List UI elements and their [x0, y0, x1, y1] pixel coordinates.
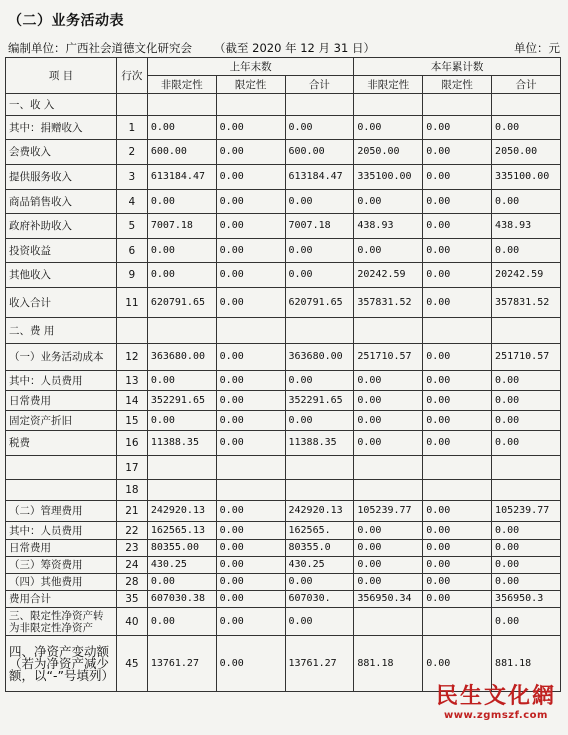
table-row	[6, 501, 561, 522]
header-line-no: 行次	[116, 58, 147, 94]
row-value-cell: 0.00	[423, 636, 492, 692]
row-value-cell	[216, 94, 285, 116]
row-line-no: 5	[116, 214, 147, 239]
row-value-cell: 0.00	[354, 391, 423, 411]
row-value-cell: 438.93	[492, 214, 561, 239]
row-value-cell: 0.00	[147, 116, 216, 140]
row-value-cell: 0.00	[216, 591, 285, 608]
row-value-cell	[354, 94, 423, 116]
activity-statement-table	[5, 57, 561, 692]
row-item-label: 投资收益	[6, 239, 117, 263]
row-value-cell	[492, 94, 561, 116]
row-item-label	[6, 456, 117, 480]
row-value-cell: 0.00	[423, 263, 492, 288]
row-value-cell: 2050.00	[354, 140, 423, 165]
header-restricted: 限定性	[216, 76, 285, 94]
table-row	[6, 608, 561, 636]
row-line-no: 22	[116, 522, 147, 540]
row-item-label: 四、净资产变动额（若为净资产减少额，以“-”号填列）	[6, 636, 117, 692]
row-value-cell: 0.00	[423, 371, 492, 391]
row-value-cell: 0.00	[354, 116, 423, 140]
row-value-cell: 0.00	[492, 540, 561, 557]
row-value-cell: 0.00	[423, 540, 492, 557]
table-row	[6, 391, 561, 411]
row-value-cell: 0.00	[354, 239, 423, 263]
row-value-cell: 363680.00	[147, 344, 216, 371]
row-line-no: 21	[116, 501, 147, 522]
row-line-no: 45	[116, 636, 147, 692]
row-value-cell: 11388.35	[147, 431, 216, 456]
watermark-logo	[436, 679, 556, 721]
row-value-cell: 0.00	[285, 263, 354, 288]
row-value-cell: 600.00	[285, 140, 354, 165]
row-item-label: 商品销售收入	[6, 190, 117, 214]
row-value-cell: 0.00	[423, 391, 492, 411]
row-line-no: 9	[116, 263, 147, 288]
row-value-cell: 162565.	[285, 522, 354, 540]
row-line-no: 40	[116, 608, 147, 636]
row-value-cell: 607030.38	[147, 591, 216, 608]
row-value-cell: 335100.00	[354, 165, 423, 190]
row-item-label: 一、收 入	[6, 94, 117, 116]
row-value-cell: 0.00	[423, 591, 492, 608]
row-line-no: 24	[116, 557, 147, 574]
row-value-cell: 13761.27	[147, 636, 216, 692]
row-value-cell: 0.00	[285, 371, 354, 391]
row-item-label: 收入合计	[6, 288, 117, 318]
row-value-cell	[354, 608, 423, 636]
table-row	[6, 116, 561, 140]
row-value-cell	[423, 480, 492, 501]
row-value-cell: 0.00	[423, 239, 492, 263]
row-value-cell	[285, 94, 354, 116]
row-value-cell: 0.00	[216, 522, 285, 540]
table-row	[6, 522, 561, 540]
row-value-cell: 0.00	[147, 371, 216, 391]
row-value-cell: 0.00	[216, 574, 285, 591]
row-value-cell: 105239.77	[492, 501, 561, 522]
row-value-cell: 0.00	[216, 344, 285, 371]
row-value-cell: 0.00	[423, 116, 492, 140]
row-value-cell: 357831.52	[354, 288, 423, 318]
row-value-cell	[354, 456, 423, 480]
row-value-cell: 0.00	[216, 501, 285, 522]
row-value-cell	[216, 480, 285, 501]
row-item-label: 二、费 用	[6, 318, 117, 344]
row-value-cell	[216, 456, 285, 480]
row-line-no: 15	[116, 411, 147, 431]
row-value-cell: 0.00	[423, 411, 492, 431]
row-value-cell: 0.00	[423, 431, 492, 456]
row-item-label: 日常费用	[6, 540, 117, 557]
table-body	[6, 94, 561, 692]
currency-unit: 单位：元	[514, 41, 560, 55]
row-value-cell: 430.25	[147, 557, 216, 574]
row-value-cell: 7007.18	[285, 214, 354, 239]
row-value-cell: 2050.00	[492, 140, 561, 165]
row-value-cell: 162565.13	[147, 522, 216, 540]
row-value-cell: 0.00	[354, 411, 423, 431]
row-line-no	[116, 318, 147, 344]
row-value-cell: 0.00	[285, 116, 354, 140]
table-row	[6, 94, 561, 116]
table-row	[6, 318, 561, 344]
row-value-cell: 335100.00	[492, 165, 561, 190]
row-value-cell	[423, 94, 492, 116]
row-value-cell: 0.00	[354, 371, 423, 391]
row-item-label: 其中：人员费用	[6, 371, 117, 391]
row-value-cell: 352291.65	[285, 391, 354, 411]
row-value-cell: 0.00	[354, 557, 423, 574]
row-value-cell: 0.00	[147, 190, 216, 214]
row-value-cell	[423, 456, 492, 480]
row-item-label: （三）筹资费用	[6, 557, 117, 574]
table-row	[6, 214, 561, 239]
row-value-cell: 0.00	[423, 214, 492, 239]
watermark-text: 民生文化網	[435, 684, 556, 709]
row-value-cell: 0.00	[492, 239, 561, 263]
row-value-cell: 105239.77	[354, 501, 423, 522]
row-value-cell	[147, 318, 216, 344]
row-line-no: 2	[116, 140, 147, 165]
row-value-cell: 0.00	[423, 140, 492, 165]
row-value-cell: 613184.47	[147, 165, 216, 190]
row-value-cell: 438.93	[354, 214, 423, 239]
table-row	[6, 190, 561, 214]
row-value-cell: 0.00	[354, 190, 423, 214]
row-value-cell: 356950.3	[492, 591, 561, 608]
table-row	[6, 165, 561, 190]
row-value-cell: 0.00	[492, 522, 561, 540]
row-item-label: 固定资产折旧	[6, 411, 117, 431]
row-item-label: 其中：捐赠收入	[6, 116, 117, 140]
header-prior-year: 上年末数	[147, 58, 354, 76]
row-value-cell: 363680.00	[285, 344, 354, 371]
row-item-label: 三、限定性净资产转为非限定性净资产	[6, 608, 117, 636]
row-item-label: 费用合计	[6, 591, 117, 608]
row-value-cell: 80355.0	[285, 540, 354, 557]
row-line-no: 1	[116, 116, 147, 140]
row-value-cell: 0.00	[285, 239, 354, 263]
row-value-cell: 0.00	[285, 411, 354, 431]
row-value-cell: 0.00	[216, 557, 285, 574]
header-item: 项 目	[6, 58, 117, 94]
row-line-no: 12	[116, 344, 147, 371]
row-value-cell: 430.25	[285, 557, 354, 574]
row-value-cell: 0.00	[216, 116, 285, 140]
row-value-cell: 0.00	[216, 140, 285, 165]
header-total: 合计	[492, 76, 561, 94]
row-value-cell: 0.00	[216, 165, 285, 190]
row-value-cell: 0.00	[354, 431, 423, 456]
row-value-cell	[492, 318, 561, 344]
row-value-cell: 0.00	[423, 557, 492, 574]
org-name: 编制单位：广西社会道德文化研究会	[8, 41, 192, 55]
header-restricted: 限定性	[423, 76, 492, 94]
row-value-cell: 0.00	[216, 411, 285, 431]
row-value-cell: 0.00	[492, 190, 561, 214]
row-value-cell: 0.00	[492, 391, 561, 411]
row-value-cell: 0.00	[147, 608, 216, 636]
row-line-no: 6	[116, 239, 147, 263]
row-value-cell: 0.00	[216, 431, 285, 456]
row-value-cell: 613184.47	[285, 165, 354, 190]
row-value-cell: 0.00	[492, 574, 561, 591]
row-value-cell: 0.00	[147, 411, 216, 431]
row-value-cell: 0.00	[492, 608, 561, 636]
row-value-cell	[492, 480, 561, 501]
row-value-cell	[492, 456, 561, 480]
row-value-cell	[147, 94, 216, 116]
row-value-cell: 0.00	[423, 501, 492, 522]
row-value-cell: 0.00	[354, 522, 423, 540]
header-unrestricted: 非限定性	[147, 76, 216, 94]
row-value-cell: 0.00	[147, 574, 216, 591]
row-line-no: 11	[116, 288, 147, 318]
table-row	[6, 456, 561, 480]
report-header-line	[8, 40, 560, 56]
row-item-label: （二）管理费用	[6, 501, 117, 522]
row-value-cell: 0.00	[216, 214, 285, 239]
row-item-label: 日常费用	[6, 391, 117, 411]
table-row	[6, 591, 561, 608]
row-value-cell: 0.00	[423, 574, 492, 591]
row-value-cell: 20242.59	[492, 263, 561, 288]
row-value-cell: 0.00	[216, 239, 285, 263]
table-row	[6, 263, 561, 288]
row-line-no: 23	[116, 540, 147, 557]
row-line-no	[116, 94, 147, 116]
row-item-label: 税费	[6, 431, 117, 456]
row-value-cell: 0.00	[216, 540, 285, 557]
row-value-cell: 7007.18	[147, 214, 216, 239]
row-value-cell: 0.00	[147, 239, 216, 263]
row-value-cell: 242920.13	[147, 501, 216, 522]
row-value-cell	[285, 456, 354, 480]
table-row	[6, 140, 561, 165]
row-line-no: 13	[116, 371, 147, 391]
header-current-year: 本年累计数	[354, 58, 561, 76]
table-row	[6, 480, 561, 501]
row-value-cell: 0.00	[216, 288, 285, 318]
report-date: （截至 2020 年 12 月 31 日）	[214, 41, 375, 55]
row-line-no: 17	[116, 456, 147, 480]
row-value-cell: 13761.27	[285, 636, 354, 692]
row-value-cell: 80355.00	[147, 540, 216, 557]
row-value-cell	[216, 318, 285, 344]
row-value-cell: 0.00	[492, 431, 561, 456]
row-value-cell: 0.00	[492, 411, 561, 431]
row-value-cell: 0.00	[354, 574, 423, 591]
row-value-cell: 356950.34	[354, 591, 423, 608]
table-row	[6, 411, 561, 431]
row-value-cell	[354, 318, 423, 344]
row-value-cell	[147, 456, 216, 480]
row-value-cell: 251710.57	[354, 344, 423, 371]
row-value-cell: 242920.13	[285, 501, 354, 522]
page-title: （二）业务活动表	[8, 13, 124, 29]
row-value-cell: 0.00	[354, 540, 423, 557]
row-item-label: （一）业务活动成本	[6, 344, 117, 371]
row-line-no: 18	[116, 480, 147, 501]
row-line-no: 4	[116, 190, 147, 214]
table-row	[6, 344, 561, 371]
row-value-cell: 0.00	[285, 574, 354, 591]
row-item-label	[6, 480, 117, 501]
row-value-cell: 0.00	[147, 263, 216, 288]
row-item-label: 会费收入	[6, 140, 117, 165]
row-value-cell: 0.00	[216, 391, 285, 411]
row-value-cell: 620791.65	[147, 288, 216, 318]
row-value-cell: 0.00	[492, 557, 561, 574]
row-item-label: 政府补助收入	[6, 214, 117, 239]
row-line-no: 14	[116, 391, 147, 411]
row-value-cell: 0.00	[216, 371, 285, 391]
row-item-label: 提供服务收入	[6, 165, 117, 190]
table-row	[6, 288, 561, 318]
row-line-no: 28	[116, 574, 147, 591]
row-value-cell: 607030.	[285, 591, 354, 608]
row-value-cell: 881.18	[354, 636, 423, 692]
row-value-cell: 600.00	[147, 140, 216, 165]
row-line-no: 16	[116, 431, 147, 456]
row-item-label: （四）其他费用	[6, 574, 117, 591]
row-value-cell	[354, 480, 423, 501]
row-value-cell: 0.00	[423, 288, 492, 318]
row-line-no: 35	[116, 591, 147, 608]
row-line-no: 3	[116, 165, 147, 190]
row-value-cell: 0.00	[423, 165, 492, 190]
row-item-label: 其他收入	[6, 263, 117, 288]
row-value-cell: 251710.57	[492, 344, 561, 371]
table-row	[6, 239, 561, 263]
table-row	[6, 540, 561, 557]
row-value-cell: 0.00	[285, 190, 354, 214]
header-total: 合计	[285, 76, 354, 94]
row-value-cell: 0.00	[423, 522, 492, 540]
header-unrestricted: 非限定性	[354, 76, 423, 94]
row-value-cell: 0.00	[285, 608, 354, 636]
row-item-label: 其中：人员费用	[6, 522, 117, 540]
row-value-cell: 0.00	[492, 116, 561, 140]
row-value-cell	[147, 480, 216, 501]
row-value-cell: 0.00	[423, 344, 492, 371]
row-value-cell: 0.00	[216, 608, 285, 636]
table-row	[6, 557, 561, 574]
row-value-cell: 11388.35	[285, 431, 354, 456]
watermark-url: www.zgmszf.com	[444, 710, 548, 721]
table-row	[6, 431, 561, 456]
table-row	[6, 574, 561, 591]
row-value-cell: 352291.65	[147, 391, 216, 411]
row-value-cell: 0.00	[216, 263, 285, 288]
row-value-cell: 0.00	[216, 190, 285, 214]
row-value-cell: 20242.59	[354, 263, 423, 288]
row-value-cell: 0.00	[423, 190, 492, 214]
row-value-cell: 620791.65	[285, 288, 354, 318]
row-value-cell: 0.00	[492, 371, 561, 391]
row-value-cell	[423, 608, 492, 636]
row-value-cell: 357831.52	[492, 288, 561, 318]
row-value-cell	[285, 318, 354, 344]
table-row	[6, 371, 561, 391]
row-value-cell: 0.00	[216, 636, 285, 692]
row-value-cell: 881.18	[492, 636, 561, 692]
row-value-cell	[423, 318, 492, 344]
row-value-cell	[285, 480, 354, 501]
